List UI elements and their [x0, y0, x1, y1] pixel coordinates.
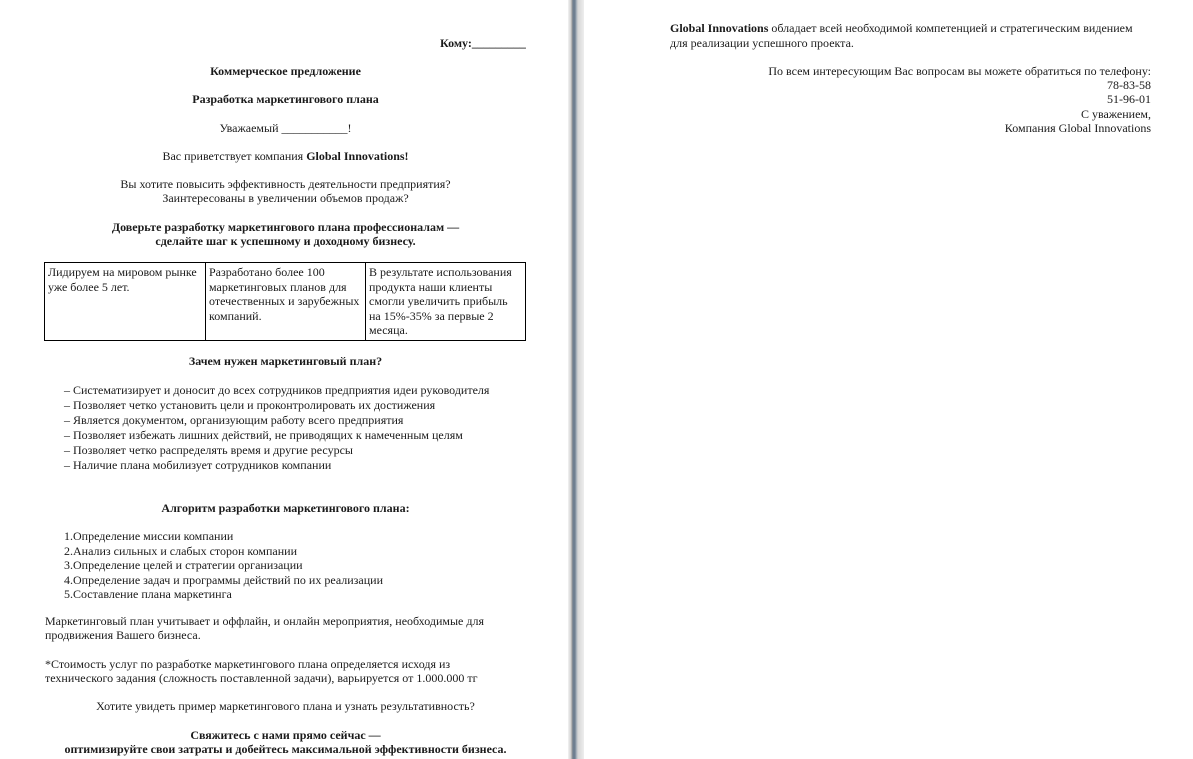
offer-title: Коммерческое предложение	[210, 64, 361, 78]
company-statement-text: обладает всей необходимой компетенцией и стратегическим видением	[768, 21, 1133, 35]
list-item: – Является документом, организующим работу всего предприятия	[64, 413, 404, 427]
company-statement-line-1	[670, 21, 1133, 36]
company-statement-line-2: для реализации успешного проекта.	[670, 36, 854, 50]
table-cell: В результате использования продукта наши клиенты смогли увеличить прибыль на 15%-35% за первые 2 месяца.	[366, 263, 526, 341]
list-item: – Систематизирует и доносит до всех сотрудников предприятия идеи руководителя	[64, 383, 490, 397]
list-item: – Наличие плана мобилизует сотрудников компании	[64, 458, 332, 472]
cta-line-1: Свяжитесь с нами прямо сейчас —	[190, 728, 381, 742]
welcome-text: Вас приветствует компания	[162, 149, 307, 163]
list-item: 4.Определение задач и программы действий по их реализации	[64, 572, 383, 587]
plan-paragraph-line-2: продвижения Вашего бизнеса.	[45, 628, 201, 642]
price-note-line-1: *Стоимость услуг по разработке маркетингового плана определяется исходя из	[45, 657, 451, 671]
list-item: 1.Определение миссии компании	[64, 529, 234, 543]
list-item: – Позволяет четко распределять время и другие ресурсы	[64, 443, 353, 457]
list-item: 5.Составление плана маркетинга	[64, 587, 232, 601]
contact-line: По всем интересующим Вас вопросам вы можете обратиться по телефону:	[768, 64, 1151, 78]
algorithm-list	[64, 529, 383, 602]
document-page-right	[584, 0, 1193, 759]
offer-subtitle: Разработка маркетингового плана	[192, 92, 379, 106]
price-note-line-2: технического задания (сложность поставленной задачи), варьируется от 1.000.000 тг	[45, 671, 478, 685]
table-cell: Разработано более 100 маркетинговых планов для отечественных и зарубежных компаний.	[206, 263, 366, 341]
document-page-left	[0, 0, 568, 759]
features-table	[44, 262, 526, 341]
recipient-label: Кому:_________	[440, 36, 526, 50]
regards-line: С уважением,	[1080, 107, 1151, 121]
signature-line: Компания Global Innovations	[1004, 121, 1151, 135]
trust-line-1: Доверьте разработку маркетингового плана профессионалам —	[111, 220, 460, 234]
greeting-line: Уважаемый ___________!	[219, 121, 352, 135]
list-item: 3.Определение целей и стратегии организации	[64, 558, 303, 572]
welcome-company: Global Innovations!	[306, 149, 409, 163]
table-row	[45, 263, 526, 341]
why-heading: Зачем нужен маркетинговый план?	[188, 354, 383, 368]
question-line-1: Вы хотите повысить эффективность деятельности предприятия?	[120, 177, 451, 191]
trust-line-2: сделайте шаг к успешному и доходному бизнесу.	[155, 234, 416, 248]
algorithm-heading: Алгоритм разработки маркетингового плана:	[161, 501, 410, 515]
phone-number-2: 51-96-01	[1107, 92, 1151, 106]
table-cell: Лидируем на мировом рынке уже более 5 лет.	[45, 263, 206, 341]
list-item: – Позволяет четко установить цели и проконтролировать их достижения	[64, 398, 436, 412]
page-separator	[568, 0, 584, 759]
cta-line-2: оптимизируйте свои затраты и добейтесь максимальной эффективности бизнеса.	[64, 742, 507, 756]
plan-paragraph-line-1: Маркетинговый план учитывает и оффлайн, и онлайн мероприятия, необходимые для	[45, 614, 484, 628]
list-item: – Позволяет избежать лишних действий, не приводящих к намеченным целям	[64, 428, 463, 442]
question-line-2: Заинтересованы в увеличении объемов продаж?	[162, 191, 409, 205]
list-item: 2.Анализ сильных и слабых сторон компании	[64, 543, 298, 558]
why-list	[64, 383, 489, 473]
company-name: Global Innovations	[670, 21, 769, 35]
cta-question: Хотите увидеть пример маркетингового плана и узнать результативность?	[96, 699, 475, 713]
welcome-line	[45, 149, 526, 164]
phone-number-1: 78-83-58	[1107, 78, 1151, 92]
